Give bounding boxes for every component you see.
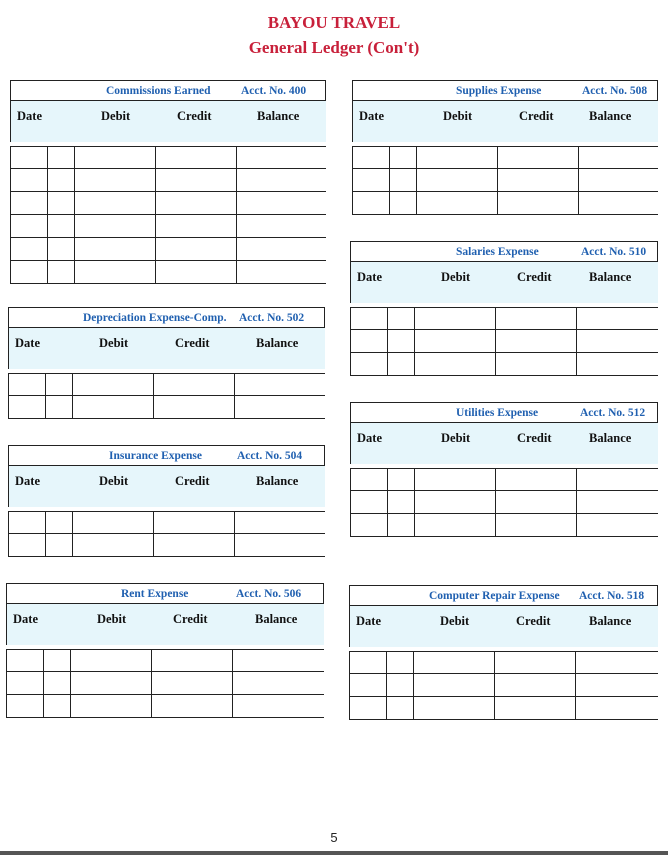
- date-day-cell[interactable]: [386, 652, 413, 673]
- date-day-cell[interactable]: [47, 192, 74, 214]
- balance-cell[interactable]: [578, 169, 658, 191]
- date-day-cell[interactable]: [389, 192, 416, 214]
- column-header-row: [350, 422, 658, 464]
- balance-cell[interactable]: [234, 396, 325, 418]
- credit-cell[interactable]: [153, 512, 234, 533]
- ledger-rows: [10, 146, 326, 284]
- debit-column-header: Debit: [441, 431, 471, 445]
- date-day-cell[interactable]: [47, 169, 74, 191]
- ledger-row: [349, 674, 658, 697]
- ledger-row: [10, 261, 326, 284]
- date-day-cell[interactable]: [47, 215, 74, 237]
- date-column-header: Date: [13, 612, 38, 626]
- credit-cell[interactable]: [151, 650, 232, 671]
- balance-cell[interactable]: [576, 469, 658, 490]
- credit-cell[interactable]: [495, 491, 576, 513]
- credit-cell[interactable]: [155, 215, 236, 237]
- balance-cell[interactable]: [232, 695, 324, 717]
- ledger-row: [6, 695, 324, 718]
- ledger-row: [10, 192, 326, 215]
- date-month-cell[interactable]: [349, 697, 386, 719]
- credit-cell[interactable]: [155, 261, 236, 283]
- credit-column-header: Credit: [173, 612, 208, 626]
- account-number: Acct. No. 508: [582, 85, 648, 97]
- ledger-rows: [6, 649, 324, 718]
- debit-column-header: Debit: [441, 270, 471, 284]
- column-header-row: [8, 465, 325, 507]
- column-header-row: [350, 261, 658, 303]
- credit-cell[interactable]: [155, 169, 236, 191]
- date-month-cell[interactable]: [349, 674, 386, 696]
- ledger-row: [352, 192, 658, 215]
- date-month-cell[interactable]: [350, 353, 387, 375]
- date-month-cell[interactable]: [6, 650, 43, 671]
- debit-column-header: Debit: [440, 614, 470, 628]
- date-month-cell[interactable]: [8, 374, 45, 395]
- date-month-cell[interactable]: [350, 330, 387, 352]
- account-title-bar: [6, 583, 324, 603]
- balance-cell[interactable]: [576, 330, 658, 352]
- account-title-bar: [10, 80, 326, 100]
- date-day-cell[interactable]: [45, 512, 72, 533]
- account-number: Acct. No. 400: [241, 85, 307, 97]
- credit-cell[interactable]: [495, 469, 576, 490]
- account-name: Commissions Earned: [106, 85, 211, 97]
- account-number: Acct. No. 506: [236, 588, 302, 600]
- balance-cell[interactable]: [236, 238, 326, 260]
- column-header-row: [352, 100, 658, 142]
- ledger-account: [6, 583, 324, 718]
- debit-cell[interactable]: [74, 169, 155, 191]
- date-month-cell[interactable]: [350, 469, 387, 490]
- balance-cell[interactable]: [236, 147, 326, 168]
- credit-cell[interactable]: [495, 353, 576, 375]
- debit-cell[interactable]: [72, 512, 153, 533]
- account-number: Acct. No. 512: [580, 407, 646, 419]
- debit-column-header: Debit: [97, 612, 127, 626]
- date-day-cell[interactable]: [386, 697, 413, 719]
- credit-column-header: Credit: [175, 474, 210, 488]
- balance-cell[interactable]: [232, 672, 324, 694]
- date-month-cell[interactable]: [350, 491, 387, 513]
- date-month-cell[interactable]: [10, 238, 47, 260]
- account-name: Supplies Expense: [456, 85, 542, 97]
- debit-cell[interactable]: [414, 308, 495, 329]
- balance-cell[interactable]: [575, 697, 658, 719]
- debit-cell[interactable]: [70, 695, 151, 717]
- date-month-cell[interactable]: [10, 261, 47, 283]
- ledger-rows: [350, 307, 658, 376]
- balance-column-header: Balance: [256, 474, 299, 488]
- column-header-row: [349, 605, 658, 647]
- ledger-account: [10, 80, 326, 284]
- date-month-cell[interactable]: [352, 147, 389, 168]
- account-title-bar: [8, 307, 325, 327]
- account-name: Depreciation Expense-Comp.: [83, 312, 227, 324]
- date-day-cell[interactable]: [45, 374, 72, 395]
- ledger-account: [350, 241, 658, 376]
- balance-column-header: Balance: [589, 431, 632, 445]
- credit-cell[interactable]: [155, 147, 236, 168]
- credit-cell[interactable]: [494, 697, 575, 719]
- account-name: Utilities Expense: [456, 407, 539, 419]
- ledger-row: [350, 514, 658, 537]
- credit-cell[interactable]: [155, 192, 236, 214]
- credit-column-header: Credit: [517, 270, 552, 284]
- account-name: Salaries Expense: [456, 246, 539, 258]
- column-header-row: [8, 327, 325, 369]
- debit-cell[interactable]: [414, 469, 495, 490]
- ledger-row: [6, 672, 324, 695]
- date-month-cell[interactable]: [350, 308, 387, 329]
- date-day-cell[interactable]: [47, 261, 74, 283]
- ledger-row: [8, 373, 325, 396]
- balance-cell[interactable]: [234, 512, 325, 533]
- balance-cell[interactable]: [234, 534, 325, 556]
- ledger-account: [352, 80, 658, 215]
- date-day-cell[interactable]: [387, 469, 414, 490]
- debit-cell[interactable]: [414, 514, 495, 536]
- debit-cell[interactable]: [414, 330, 495, 352]
- debit-cell[interactable]: [70, 650, 151, 671]
- bottom-bar: [0, 851, 668, 855]
- ledger-row: [349, 651, 658, 674]
- date-day-cell[interactable]: [387, 308, 414, 329]
- account-title-bar: [352, 80, 658, 100]
- credit-cell[interactable]: [497, 169, 578, 191]
- balance-column-header: Balance: [256, 336, 299, 350]
- column-header-row: [6, 603, 324, 645]
- ledger-row: [8, 534, 325, 557]
- ledger-row: [6, 649, 324, 672]
- debit-cell[interactable]: [72, 396, 153, 418]
- date-month-cell[interactable]: [10, 147, 47, 168]
- ledger-rows: [349, 651, 658, 720]
- debit-column-header: Debit: [443, 109, 473, 123]
- credit-cell[interactable]: [495, 330, 576, 352]
- date-month-cell[interactable]: [6, 695, 43, 717]
- ledger-account: [349, 585, 658, 720]
- account-name: Insurance Expense: [109, 450, 202, 462]
- date-day-cell[interactable]: [43, 650, 70, 671]
- debit-column-header: Debit: [101, 109, 131, 123]
- date-day-cell[interactable]: [386, 674, 413, 696]
- company-name: BAYOU TRAVEL: [267, 13, 401, 32]
- debit-cell[interactable]: [414, 353, 495, 375]
- date-column-header: Date: [357, 270, 382, 284]
- date-column-header: Date: [356, 614, 381, 628]
- balance-cell[interactable]: [236, 261, 326, 283]
- date-day-cell[interactable]: [47, 238, 74, 260]
- credit-column-header: Credit: [175, 336, 210, 350]
- date-column-header: Date: [357, 431, 382, 445]
- date-column-header: Date: [15, 474, 40, 488]
- ledger-row: [352, 146, 658, 169]
- balance-cell[interactable]: [578, 192, 658, 214]
- credit-cell[interactable]: [151, 672, 232, 694]
- balance-cell[interactable]: [576, 353, 658, 375]
- ledger-account: [350, 402, 658, 537]
- debit-cell[interactable]: [414, 491, 495, 513]
- account-number: Acct. No. 518: [579, 590, 645, 602]
- date-month-cell[interactable]: [8, 396, 45, 418]
- account-name: Computer Repair Expense: [429, 590, 560, 602]
- balance-cell[interactable]: [576, 491, 658, 513]
- credit-cell[interactable]: [495, 308, 576, 329]
- debit-cell[interactable]: [413, 674, 494, 696]
- credit-cell[interactable]: [151, 695, 232, 717]
- account-number: Acct. No. 502: [239, 312, 305, 324]
- credit-cell[interactable]: [495, 514, 576, 536]
- account-title-bar: [349, 585, 658, 605]
- ledger-account: [8, 445, 325, 557]
- debit-cell[interactable]: [72, 374, 153, 395]
- ledger-rows: [350, 468, 658, 537]
- credit-cell[interactable]: [153, 396, 234, 418]
- debit-column-header: Debit: [99, 474, 129, 488]
- date-month-cell[interactable]: [10, 169, 47, 191]
- date-day-cell[interactable]: [45, 396, 72, 418]
- ledger-rows: [8, 511, 325, 557]
- account-number: Acct. No. 510: [581, 246, 647, 258]
- credit-column-header: Credit: [517, 431, 552, 445]
- column-header-row: [10, 100, 326, 142]
- balance-column-header: Balance: [589, 109, 632, 123]
- balance-column-header: Balance: [255, 612, 298, 626]
- debit-cell[interactable]: [74, 147, 155, 168]
- date-day-cell[interactable]: [387, 330, 414, 352]
- balance-cell[interactable]: [236, 169, 326, 191]
- debit-cell[interactable]: [74, 215, 155, 237]
- date-month-cell[interactable]: [349, 652, 386, 673]
- credit-cell[interactable]: [494, 674, 575, 696]
- ledger-row: [10, 215, 326, 238]
- balance-cell[interactable]: [578, 147, 658, 168]
- debit-column-header: Debit: [99, 336, 129, 350]
- debit-cell[interactable]: [74, 192, 155, 214]
- ledger-subtitle: General Ledger (Con't): [248, 38, 420, 57]
- balance-column-header: Balance: [589, 270, 632, 284]
- ledger-row: [8, 511, 325, 534]
- account-name: Rent Expense: [121, 588, 189, 600]
- date-month-cell[interactable]: [8, 534, 45, 556]
- balance-cell[interactable]: [234, 374, 325, 395]
- date-day-cell[interactable]: [387, 353, 414, 375]
- account-title-bar: [350, 402, 658, 422]
- balance-cell[interactable]: [575, 652, 658, 673]
- ledger-rows: [352, 146, 658, 215]
- ledger-row: [10, 238, 326, 261]
- date-month-cell[interactable]: [10, 215, 47, 237]
- ledger-row: [10, 146, 326, 169]
- date-column-header: Date: [17, 109, 42, 123]
- debit-cell[interactable]: [413, 697, 494, 719]
- date-day-cell[interactable]: [389, 147, 416, 168]
- balance-cell[interactable]: [232, 650, 324, 671]
- date-month-cell[interactable]: [10, 192, 47, 214]
- ledger-row: [350, 491, 658, 514]
- credit-cell[interactable]: [153, 534, 234, 556]
- ledger-row: [349, 697, 658, 720]
- credit-cell[interactable]: [155, 238, 236, 260]
- date-month-cell[interactable]: [352, 192, 389, 214]
- balance-column-header: Balance: [589, 614, 632, 628]
- date-month-cell[interactable]: [350, 514, 387, 536]
- ledger-rows: [8, 373, 325, 419]
- balance-cell[interactable]: [575, 674, 658, 696]
- debit-cell[interactable]: [72, 534, 153, 556]
- page-title-block: [0, 10, 668, 60]
- date-month-cell[interactable]: [6, 672, 43, 694]
- balance-cell[interactable]: [576, 514, 658, 536]
- credit-cell[interactable]: [153, 374, 234, 395]
- balance-cell[interactable]: [236, 215, 326, 237]
- date-day-cell[interactable]: [43, 695, 70, 717]
- ledger-row: [352, 169, 658, 192]
- credit-column-header: Credit: [516, 614, 551, 628]
- ledger-row: [350, 353, 658, 376]
- debit-cell[interactable]: [416, 192, 497, 214]
- credit-cell[interactable]: [497, 147, 578, 168]
- account-title-bar: [350, 241, 658, 261]
- account-title-bar: [8, 445, 325, 465]
- date-day-cell[interactable]: [47, 147, 74, 168]
- date-day-cell[interactable]: [45, 534, 72, 556]
- date-month-cell[interactable]: [8, 512, 45, 533]
- balance-cell[interactable]: [576, 308, 658, 329]
- page-number: 5: [330, 830, 338, 845]
- debit-cell[interactable]: [74, 238, 155, 260]
- ledger-row: [350, 330, 658, 353]
- ledger-row: [10, 169, 326, 192]
- debit-cell[interactable]: [416, 147, 497, 168]
- date-day-cell[interactable]: [43, 672, 70, 694]
- date-month-cell[interactable]: [352, 169, 389, 191]
- credit-cell[interactable]: [497, 192, 578, 214]
- balance-column-header: Balance: [257, 109, 300, 123]
- account-number: Acct. No. 504: [237, 450, 303, 462]
- ledger-row: [350, 307, 658, 330]
- date-day-cell[interactable]: [387, 514, 414, 536]
- debit-cell[interactable]: [74, 261, 155, 283]
- date-column-header: Date: [359, 109, 384, 123]
- date-column-header: Date: [15, 336, 40, 350]
- debit-cell[interactable]: [416, 169, 497, 191]
- credit-column-header: Credit: [177, 109, 212, 123]
- ledger-account: [8, 307, 325, 419]
- balance-cell[interactable]: [236, 192, 326, 214]
- ledger-row: [350, 468, 658, 491]
- debit-cell[interactable]: [413, 652, 494, 673]
- date-day-cell[interactable]: [387, 491, 414, 513]
- credit-cell[interactable]: [494, 652, 575, 673]
- debit-cell[interactable]: [70, 672, 151, 694]
- date-day-cell[interactable]: [389, 169, 416, 191]
- credit-column-header: Credit: [519, 109, 554, 123]
- ledger-row: [8, 396, 325, 419]
